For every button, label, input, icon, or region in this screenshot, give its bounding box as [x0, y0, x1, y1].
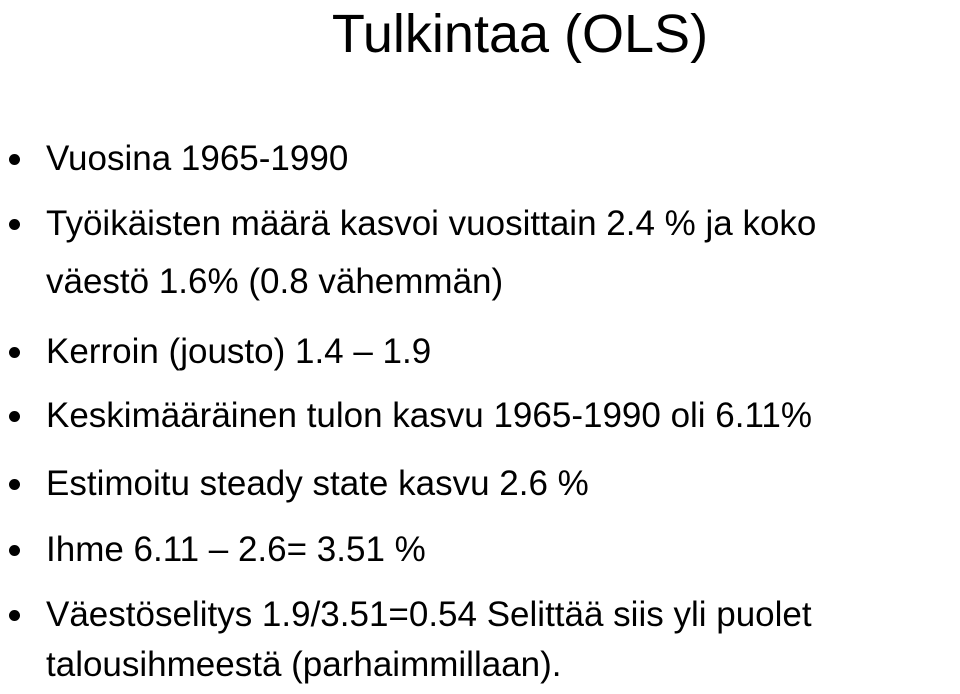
bullet-dot-icon	[9, 411, 20, 422]
bullet-line: Estimoitu steady state kasvu 2.6 %	[46, 464, 589, 503]
bullet-text	[46, 195, 816, 311]
bullet-line: Ihme 6.11 – 2.6= 3.51 %	[46, 530, 426, 569]
bullet-line: Kerroin (jousto) 1.4 – 1.9	[46, 332, 432, 371]
bullet-text	[46, 323, 431, 381]
slide-title: Tulkintaa (OLS)	[331, 4, 709, 64]
bullet-line: Vuosina 1965-1990	[46, 139, 349, 178]
bullet-line: väestö 1.6% (0.8 vähemmän)	[46, 262, 504, 301]
bullet-text	[46, 586, 812, 694]
bullet-text	[46, 130, 348, 188]
bullet-line: talousihmeestä (parhaimmillaan).	[46, 645, 562, 684]
bullet-text	[46, 521, 426, 579]
bullet-line: Työikäisten määrä kasvoi vuosittain 2.4 % ja koko	[46, 204, 817, 243]
bullet-line: Väestöselitys 1.9/3.51=0.54 Selittää siis yli puolet	[46, 595, 812, 634]
bullet-line: Keskimääräinen tulon kasvu 1965-1990 oli 6.11%	[46, 396, 812, 435]
bullet-dot-icon	[9, 154, 20, 165]
bullet-dot-icon	[9, 219, 20, 230]
bullet-dot-icon	[9, 479, 20, 490]
bullet-dot-icon	[9, 347, 20, 358]
bullet-text	[46, 455, 589, 513]
bullet-dot-icon	[9, 610, 20, 621]
bullet-text	[46, 387, 812, 445]
bullet-dot-icon	[9, 545, 20, 556]
